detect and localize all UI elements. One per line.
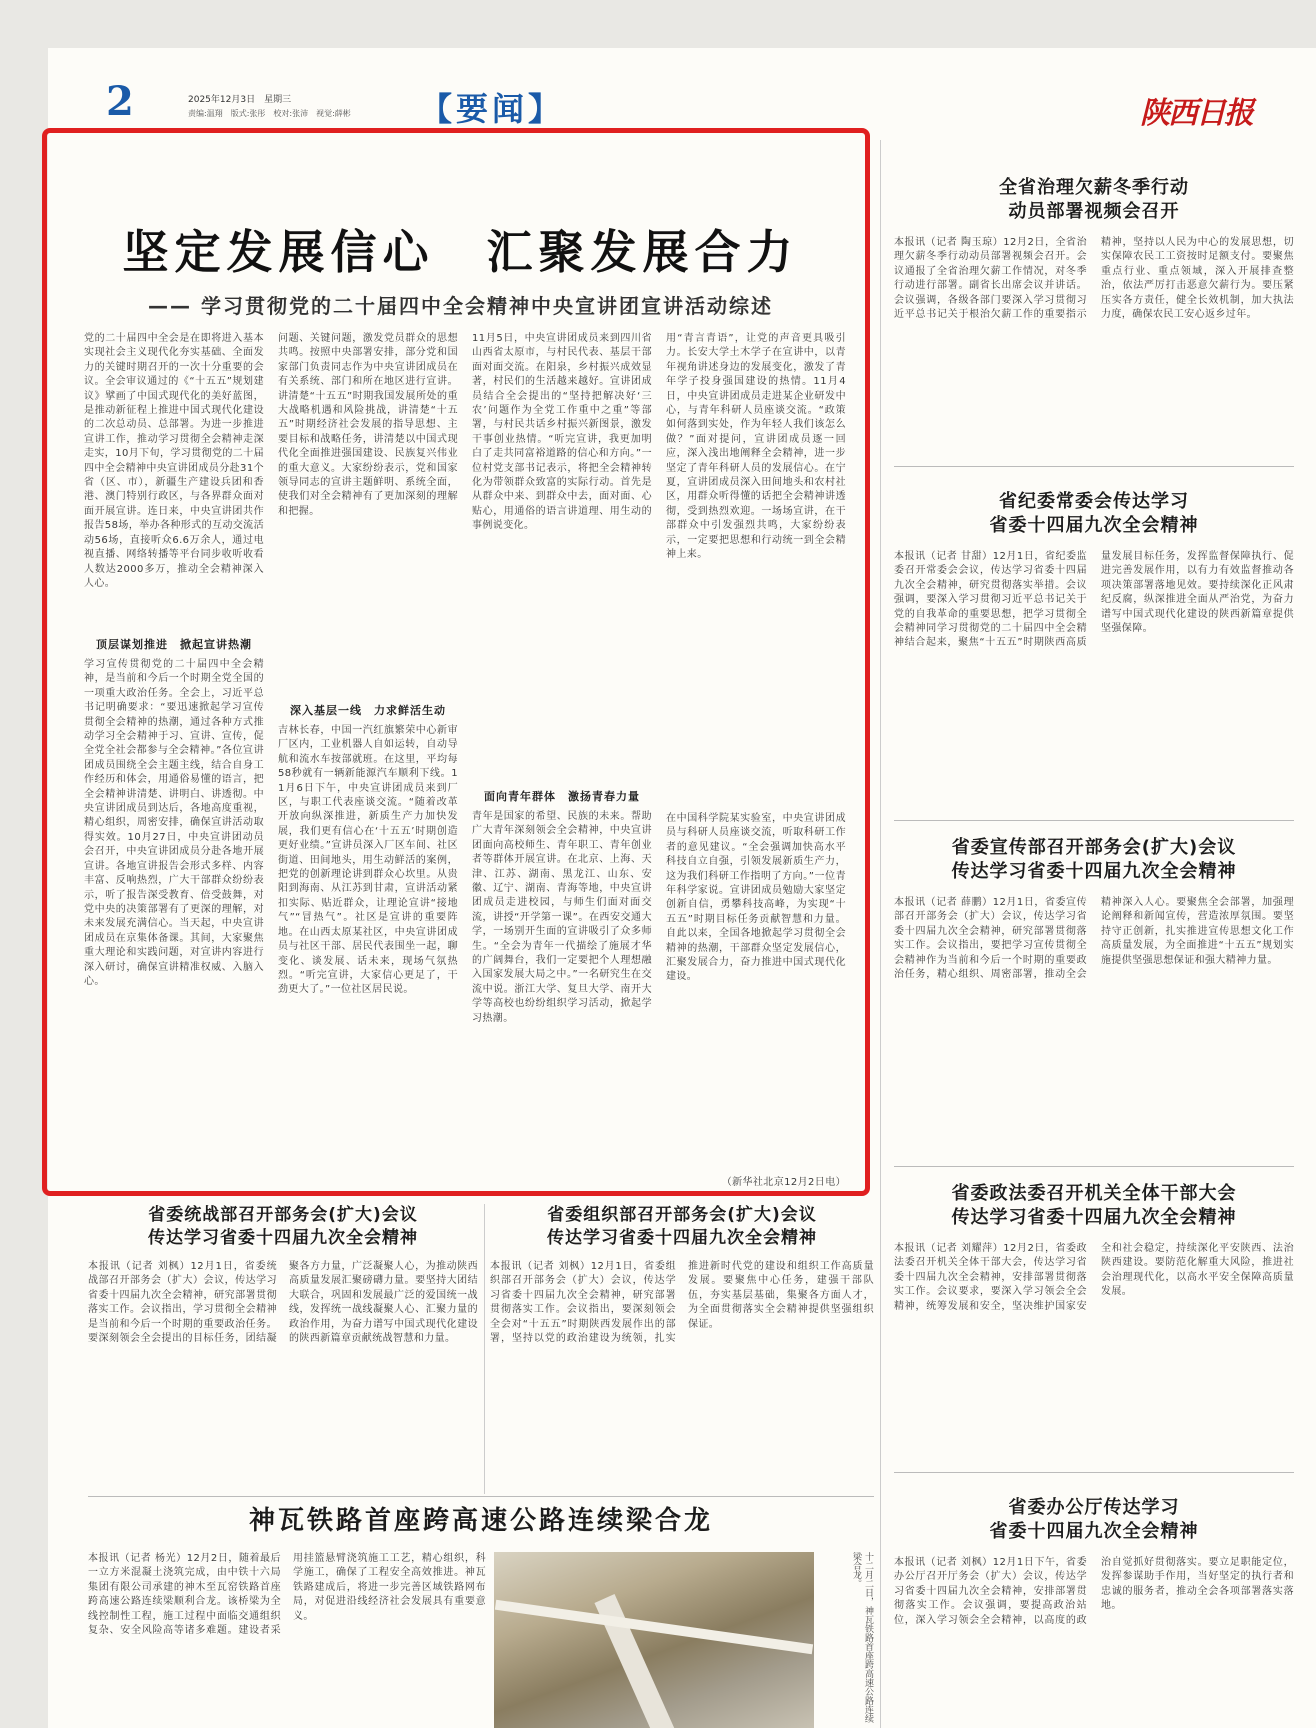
right-article-1-body: 本报讯（记者 陶玉琼）12月2日，全省治理欠薪冬季行动动员部署视频会召开。会议通报了全省治理欠薪工作情况，对冬季行动进行部署。副省长出席会议并讲话。会议强调，各级各部门要深入学习贯彻习近平总书记关于根治欠薪工作的重要指示精神，坚持以人民为中心的发展思想，切实保障农民工工资按时足额支付。要聚焦重点行业、重点领域，深入开展排查整治，依法严厉打击恶意欠薪行为。要压紧压实各方责任，健全长效机制，加大执法力度，确保农民工安心返乡过年。 — [894, 237, 1294, 321]
newspaper-page — [48, 48, 1316, 1728]
feature-body: 本报讯（记者 杨光）12月2日，随着最后一立方米混凝土浇筑完成，由中铁十六局集团有限公司承建的神木至瓦窑铁路首座跨高速公路连续梁顺利合龙。该桥梁为全线控制性工程，施工过程中面临交通组织复杂、安全风险高等诸多难题。建设者采用挂篮悬臂浇筑施工工艺，精心组织，科学施工，确保了工程安全高效推进。神瓦铁路建成后，将进一步完善区域铁路网布局，对促进沿线经济社会发展具有重要意义。 — [88, 1553, 486, 1637]
right-article-3-title: 省委宣传部召开部务会(扩大)会议 传达学习省委十四届九次全会精神 — [951, 837, 1237, 882]
right-article-3-body: 本报讯（记者 薛鹏）12月1日，省委宣传部召开部务会（扩大）会议，传达学习省委十四届九次全会精神，研究部署贯彻落实工作。会议指出，要把学习宣传贯彻全会精神作为当前和今后一个时期的重要政治任务，精心组织、周密部署，推动全会精神深入人心。要聚焦全会部署，加强理论阐释和新闻宣传，营造浓厚氛围。要坚持守正创新，扎实推进宣传思想文化工作高质量发展，为全面推进“十五五”规划实施提供坚强思想保证和强大精神力量。 — [894, 897, 1294, 981]
bottom-article-2-title: 省委组织部召开部务会(扩大)会议 传达学习省委十四届九次全会精神 — [547, 1205, 817, 1248]
lead-paragraph: 问题、关键问题，激发党员群众的思想共鸣。按照中央部署安排，部分党和国家部门负责同志作为中央宣讲团成员在有关系统、部门和所在地区进行宣讲。讲清楚“十五五”时期我国发展所处的重大战略机遇和风险挑战，讲清楚“十五五”时期经济社会发展的指导思想、主要目标和战略任务，讲清楚以中国式现代化全面推进强国建设、民族复兴伟业的重大意义。大家纷纷表示，党和国家领导同志的宣讲主题鲜明、系统全面，使我们对全会精神有了更加深刻的理解和把握。 — [278, 333, 458, 517]
staff-credits: 责编:温翔 版式:张彤 校对:张沛 视觉:薛彬 — [188, 109, 351, 118]
lead-column-1 — [84, 332, 264, 1202]
bottom-article-2-body: 本报讯（记者 刘枫）12月1日，省委组织部召开部务会（扩大）会议，传达学习省委十四届九次全会精神，研究部署贯彻落实工作。会议指出，要深刻领会全会对“十五五”时期陕西发展作出的部署，坚持以党的政治建设为统领，扎实推进新时代党的建设和组织工作高质量发展。要聚焦中心任务，建强干部队伍，夯实基层基础，集聚各方面人才，为全面贯彻落实全会精神提供坚强组织保证。 — [490, 1261, 874, 1345]
lead-column-2 — [278, 332, 458, 1202]
lead-paragraph: 青年是国家的希望、民族的未来。帮助广大青年深刻领会全会精神，中央宣讲团面向高校师生、青年职工、青年创业者等群体开展宣讲。在北京、上海、天津、江苏、湖南、黑龙江、山东、安徽、辽宁、湖南、青海等地，中央宣讲团成员走进校园，与师生们面对面交流，讲授“开学第一课”。在西安交通大学，一场别开生面的宣讲吸引了众多师生。“全会为青年一代描绘了施展才华的广阔舞台，我们一定要把个人理想融入国家发展大局之中。”一名研究生在交流中说。浙江大学、复旦大学、南开大学等高校也纷纷组织学习活动，掀起学习热潮。 — [472, 811, 652, 1024]
feature-photo — [494, 1552, 814, 1728]
newspaper-logo: 陕西日报 — [1140, 96, 1252, 131]
lead-paragraph: 11月5日，中央宣讲团成员来到四川省山西省太原市，与村民代表、基层干部面对面交流。在阳泉，乡村振兴成效显著，村民们的生活越来越好。宣讲团成员结合全会提出的“坚持把解决好‘三农’问题作为全党工作重中之重”等部署，与村民共话乡村振兴新图景，激发干事创业热情。“听完宣讲，我更加明白了走共同富裕道路的信心和方向。”一位村党支部书记表示，将把全会精神转化为带领群众致富的实际行动。首先是从群众中来、到群众中去，面对面、心贴心，用通俗的语言讲道理、用生动的事例说变化。 — [472, 333, 652, 532]
right-article-2-title: 省纪委常委会传达学习 省委十四届九次全会精神 — [989, 491, 1199, 536]
lead-paragraph: 学习宣传贯彻党的二十届四中全会精神，是当前和今后一个时期全党全国的一项重大政治任务。全会上，习近平总书记明确要求：“要迅速掀起学习宣传贯彻全会精神的热潮，通过各种方式推动学习全会精神于习、宣讲、宣传，促全党全社会都参与全会精神。”各位宣讲团成员围绕全会主题主线，结合自身工作经历和体会，用通俗易懂的语言，把全会精神讲清楚、讲明白、讲透彻。中央宣讲团成员到达后，各地高度重视，精心组织，周密安排，确保宣讲活动取得实效。10月27日，中央宣讲团动员会召开，中央宣讲团成员分赴各地开展宣讲。各地宣讲报告会形式多样、内容丰富、反响热烈，广大干部群众纷纷表示，听了报告深受教育、倍受鼓舞，对党中央的决策部署有了更深的理解，对未来发展充满信心。当天起，中央宣讲团成员在京集体备课。其间，大家聚焦重大理论和实践问题，对宣讲内容进行深入研讨，确保宣讲精准权威、入脑入心。 — [84, 659, 264, 987]
lead-byline: （新华社北京12月2日电） — [721, 1177, 846, 1188]
right-article-4-body: 本报讯（记者 刘耀萍）12月2日，省委政法委召开机关全体干部大会，传达学习省委十四届九次全会精神，安排部署贯彻落实工作。会议要求，要深入学习领会全会精神，统筹发展和安全，坚决维护国家安全和社会稳定，持续深化平安陕西、法治陕西建设。要防范化解重大风险，推进社会治理现代化，以高水平安全保障高质量发展。 — [894, 1243, 1294, 1312]
masthead — [48, 48, 1316, 131]
right-article-5-title: 省委办公厅传达学习 省委十四届九次全会精神 — [989, 1497, 1199, 1542]
lead-crosshead: 深入基层一线 力求鲜活生动 — [290, 704, 446, 717]
page-number: 2 — [106, 78, 134, 125]
lead-column-4 — [666, 332, 846, 1202]
bottom-article-1-body: 本报讯（记者 刘枫）12月1日，省委统战部召开部务会（扩大）会议，传达学习省委十四届九次全会精神，研究部署贯彻落实工作。会议指出，学习贯彻全会精神是当前和今后一个时期的重要政治任务。要深刻领会全会提出的目标任务，团结凝聚各方力量，广泛凝聚人心，为推动陕西高质量发展汇聚磅礴力量。要坚持大团结大联合，巩固和发展最广泛的爱国统一战线，发挥统一战线凝聚人心、汇聚力量的政治作用，为奋力谱写中国式现代化建设的陕西新篇章贡献统战智慧和力量。 — [88, 1261, 478, 1345]
right-article-5-body: 本报讯（记者 刘枫）12月1日下午，省委办公厅召开厅务会（扩大）会议，传达学习省委十四届九次全会精神，安排部署贯彻落实工作。会议强调，要提高政治站位，深入学习领会全会精神，以高度的政治自觉抓好贯彻落实。要立足职能定位，发挥参谋助手作用，当好坚定的执行者和忠诚的服务者，推动全会各项部署落实落地。 — [894, 1557, 1294, 1626]
lead-subheadline: —— 学习贯彻党的二十届四中全会精神中央宣讲团宣讲活动综述 — [148, 294, 773, 318]
lead-article — [48, 136, 873, 1192]
feature-headline: 神瓦铁路首座跨高速公路连续梁合龙 — [248, 1506, 713, 1536]
lead-paragraph: 党的二十届四中全会是在即将进入基本实现社会主义现代化夯实基础、全面发力的关键时期召开的一次十分重要的会议。全会审议通过的《“十五五”规划建议》擘画了中国式现代化的美好蓝图，是推动新征程上推进中国式现代化建设的二次总动员、总部署。为进一步推进宣讲工作，推动学习贯彻全会精神走深走实，10月下旬，学习贯彻党的二十届四中全会精神中央宣讲团成员分赴31个省（区、市），新疆生产建设兵团和香港、澳门特别行政区，与各界群众面对面开展宣讲。连日来，中央宣讲团共作报告58场，举办各种形式的互动交流活动56场，直接听众6.6万余人，通过电视直播、网络转播等平台同步收听收看人数达2000多万，推动全会精神深入人心。 — [84, 333, 264, 589]
lead-paragraph: 用“青言青语”，让党的声音更具吸引力。长安大学土木学子在宣讲中，以青年视角讲述身边的发展变化，激发了青年学子投身强国建设的热情。11月4日，中央宣讲团成员走进某企业研发中心，与青年科研人员座谈交流。“政策如何落到实处，作为年轻人我们该怎么做？”面对提问，宣讲团成员逐一回应，深入浅出地阐释全会精神，进一步坚定了青年科研人员的发展信心。在宁夏，宣讲团成员深入田间地头和农村社区，用群众听得懂的话把全会精神讲透彻，受到热烈欢迎。一场场宣讲，在干部群众中引发强烈共鸣，大家纷纷表示，一定要把思想和行动统一到全会精神上来。 — [666, 333, 846, 561]
lead-headline: 坚定发展信心 汇聚发展合力 — [122, 225, 799, 279]
feature-photo-caption: 十二月二日，神瓦铁路首座跨高速公路连续梁合龙。 — [851, 1552, 873, 1723]
bottom-article-1-title: 省委统战部召开部务会(扩大)会议 传达学习省委十四届九次全会精神 — [148, 1205, 418, 1248]
lead-crosshead: 顶层谋划推进 掀起宣讲热潮 — [96, 638, 252, 651]
right-article-1-title: 全省治理欠薪冬季行动 动员部署视频会召开 — [999, 177, 1189, 222]
lead-paragraph: 吉林长春，中国一汽红旗繁荣中心新审厂区内，工业机器人自如运转，自动导航和流水车按部就班。在这里，平均每58秒就有一辆新能源汽车顺利下线。11月6日下午，中央宣讲团成员来到厂区，与职工代表座谈交流。“随着改革开放向纵深推进，新质生产力加快发展，我们更有信心在‘十五五’时期创造更好业绩。”宣讲员深入厂区车间、社区街道、田间地头，用生动鲜活的案例，把党的创新理论讲到群众心坎里。从贵阳到海南、从江苏到甘肃，宣讲活动紧扣实际、贴近群众，让理论宣讲“接地气”“冒热气”。社区是宣讲的重要阵地。在山西太原某社区，中央宣讲团成员与社区干部、居民代表围坐一起，聊变化、谈发展、话未来，现场气氛热烈。“听完宣讲，大家信心更足了，干劲更大了。”一位社区居民说。 — [278, 725, 458, 996]
lead-column-3 — [472, 332, 652, 1202]
lead-paragraph: 在中国科学院某实验室，中央宣讲团成员与科研人员座谈交流，听取科研工作者的意见建议。“全会强调加快高水平科技自立自强，引领发展新质生产力，这为我们科研工作指明了方向。”一位青年科学家说。宣讲团成员勉励大家坚定创新自信，勇攀科技高峰，为实现“十五五”时期目标任务贡献智慧和力量。自此以来，全国各地掀起学习贯彻全会精神的热潮，干部群众坚定发展信心，汇聚发展合力，奋力推进中国式现代化建设。 — [666, 813, 846, 983]
lead-crosshead: 面向青年群体 激扬青春力量 — [484, 790, 640, 803]
issue-date: 2025年12月3日 星期三 — [188, 95, 292, 105]
right-article-2-body: 本报讯（记者 甘甜）12月1日，省纪委监委召开常委会会议，传达学习省委十四届九次全会精神，研究贯彻落实举措。会议强调，要深入学习贯彻习近平总书记关于党的自我革命的重要思想，把学习贯彻全会精神同学习贯彻党的二十届四中全会精神结合起来，聚焦“十五五”时期陕西高质量发展目标任务，发挥监督保障执行、促进完善发展作用，以有力有效监督推动各项决策部署落地见效。要持续深化正风肃纪反腐，纵深推进全面从严治党，为奋力谱写中国式现代化建设的陕西新篇章提供坚强保障。 — [894, 551, 1294, 649]
right-article-4-title: 省委政法委召开机关全体干部大会 传达学习省委十四届九次全会精神 — [951, 1183, 1237, 1228]
section-label: 【要闻】 — [420, 90, 565, 128]
